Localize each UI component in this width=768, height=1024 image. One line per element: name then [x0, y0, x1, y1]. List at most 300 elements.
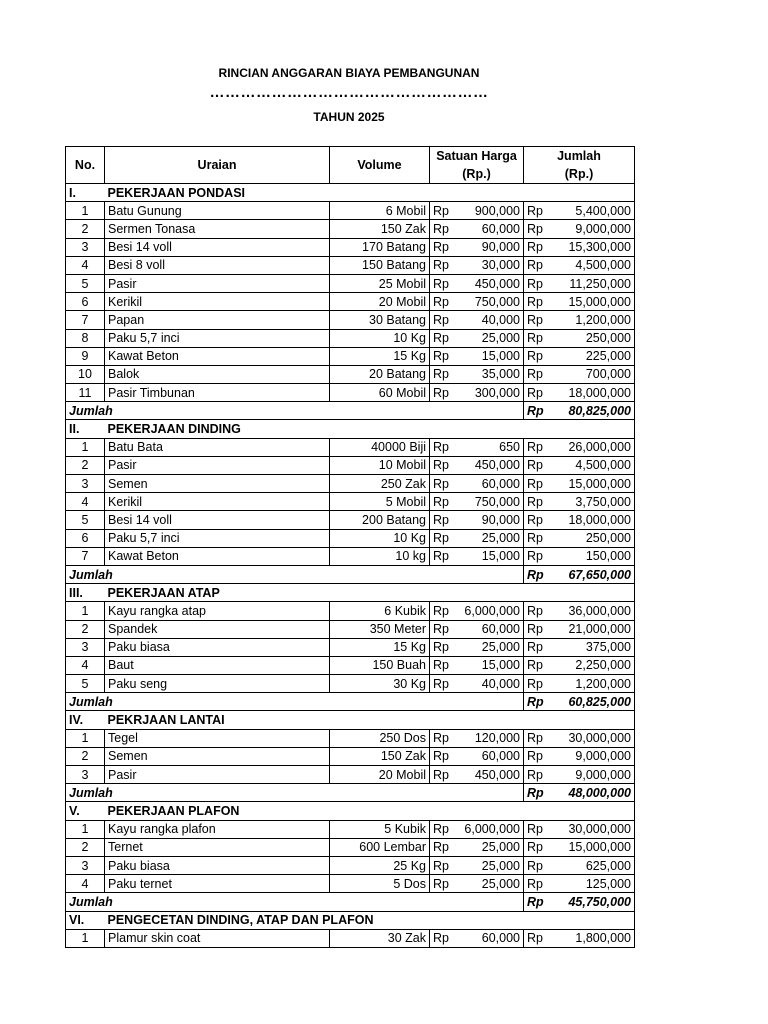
currency-label: Rp: [524, 929, 553, 947]
item-no: 5: [66, 274, 105, 292]
section-total-row: [66, 565, 635, 583]
item-no: 7: [66, 547, 105, 565]
item-amount: 15,300,000: [553, 238, 635, 256]
currency-label: Rp: [430, 438, 459, 456]
currency-label: Rp: [430, 475, 459, 493]
section-code: I.: [66, 184, 105, 202]
section-total-value: 60,825,000: [553, 693, 635, 711]
item-volume: 10 Mobil: [330, 456, 430, 474]
item-no: 4: [66, 656, 105, 674]
item-amount: 625,000: [553, 856, 635, 874]
section-code: V.: [66, 802, 105, 820]
item-volume: 20 Mobil: [330, 293, 430, 311]
section-total-value: 67,650,000: [553, 565, 635, 583]
currency-label: Rp: [524, 766, 553, 784]
item-unit-price: 35,000: [459, 365, 524, 383]
item-unit-price: 25,000: [459, 856, 524, 874]
item-volume: 600 Lembar: [330, 838, 430, 856]
section-total-value: 80,825,000: [553, 402, 635, 420]
item-unit-price: 90,000: [459, 238, 524, 256]
item-unit-price: 15,000: [459, 347, 524, 365]
currency-label: Rp: [430, 875, 459, 893]
section-header-row: [66, 584, 635, 602]
item-amount: 15,000,000: [553, 293, 635, 311]
currency-label: Rp: [524, 856, 553, 874]
item-amount: 9,000,000: [553, 747, 635, 765]
table-row: [66, 620, 635, 638]
item-description: Paku ternet: [105, 875, 330, 893]
item-volume: 150 Buah: [330, 656, 430, 674]
col-header-volume: Volume: [330, 147, 430, 184]
item-unit-price: 450,000: [459, 456, 524, 474]
currency-label: Rp: [524, 402, 553, 420]
item-description: Paku 5,7 inci: [105, 529, 330, 547]
currency-label: Rp: [524, 875, 553, 893]
section-header-row: [66, 420, 635, 438]
item-no: 3: [66, 638, 105, 656]
section-total-label: Jumlah: [66, 565, 524, 583]
table-row: [66, 220, 635, 238]
item-amount: 1,200,000: [553, 311, 635, 329]
table-row: [66, 293, 635, 311]
currency-label: Rp: [524, 565, 553, 583]
section-header-row: [66, 802, 635, 820]
col-header-unit-price: [430, 147, 524, 184]
section-code: III.: [66, 584, 105, 602]
item-amount: 9,000,000: [553, 766, 635, 784]
item-volume: 6 Mobil: [330, 202, 430, 220]
currency-label: Rp: [430, 656, 459, 674]
item-amount: 9,000,000: [553, 220, 635, 238]
currency-label: Rp: [524, 893, 553, 911]
section-header-row: [66, 184, 635, 202]
currency-label: Rp: [430, 838, 459, 856]
item-no: 3: [66, 238, 105, 256]
currency-label: Rp: [524, 475, 553, 493]
currency-label: Rp: [430, 529, 459, 547]
currency-label: Rp: [430, 766, 459, 784]
item-no: 2: [66, 220, 105, 238]
item-no: 1: [66, 729, 105, 747]
item-description: Pasir: [105, 766, 330, 784]
item-volume: 150 Batang: [330, 256, 430, 274]
item-description: Besi 14 voll: [105, 511, 330, 529]
table-row: [66, 438, 635, 456]
item-volume: 25 Kg: [330, 856, 430, 874]
currency-label: Rp: [524, 256, 553, 274]
item-no: 1: [66, 820, 105, 838]
item-volume: 25 Mobil: [330, 274, 430, 292]
item-volume: 250 Dos: [330, 729, 430, 747]
currency-label: Rp: [524, 347, 553, 365]
item-amount: 5,400,000: [553, 202, 635, 220]
item-description: Balok: [105, 365, 330, 383]
item-description: Kayu rangka plafon: [105, 820, 330, 838]
currency-label: Rp: [524, 293, 553, 311]
currency-label: Rp: [430, 220, 459, 238]
item-amount: 36,000,000: [553, 602, 635, 620]
item-volume: 30 Batang: [330, 311, 430, 329]
table-row: [66, 838, 635, 856]
item-no: 8: [66, 329, 105, 347]
section-code: VI.: [66, 911, 105, 929]
item-amount: 21,000,000: [553, 620, 635, 638]
currency-label: Rp: [524, 602, 553, 620]
currency-label: Rp: [524, 238, 553, 256]
item-unit-price: 750,000: [459, 293, 524, 311]
item-description: Semen: [105, 475, 330, 493]
col-header-no: No.: [66, 147, 105, 184]
item-volume: 30 Kg: [330, 675, 430, 693]
item-volume: 250 Zak: [330, 475, 430, 493]
item-no: 5: [66, 511, 105, 529]
currency-label: Rp: [524, 274, 553, 292]
item-description: Baut: [105, 656, 330, 674]
item-description: Sermen Tonasa: [105, 220, 330, 238]
document-year: TAHUN 2025: [313, 110, 385, 124]
item-amount: 1,800,000: [553, 929, 635, 947]
currency-label: Rp: [430, 493, 459, 511]
item-unit-price: 40,000: [459, 311, 524, 329]
currency-label: Rp: [524, 511, 553, 529]
item-no: 1: [66, 929, 105, 947]
item-description: Pasir: [105, 456, 330, 474]
item-volume: 6 Kubik: [330, 602, 430, 620]
item-description: Kawat Beton: [105, 547, 330, 565]
currency-label: Rp: [524, 729, 553, 747]
currency-label: Rp: [524, 529, 553, 547]
currency-label: Rp: [430, 602, 459, 620]
table-row: [66, 329, 635, 347]
currency-label: Rp: [524, 365, 553, 383]
item-unit-price: 60,000: [459, 620, 524, 638]
item-no: 11: [66, 384, 105, 402]
table-row: [66, 729, 635, 747]
item-no: 10: [66, 365, 105, 383]
currency-label: Rp: [524, 311, 553, 329]
table-row: [66, 475, 635, 493]
table-row: [66, 856, 635, 874]
item-description: Paku biasa: [105, 638, 330, 656]
col-header-unit-price-line2: (Rp.): [462, 167, 491, 181]
section-title: PEKERJAAN ATAP: [105, 584, 635, 602]
item-unit-price: 25,000: [459, 529, 524, 547]
currency-label: Rp: [524, 329, 553, 347]
item-no: 9: [66, 347, 105, 365]
item-description: Paku biasa: [105, 856, 330, 874]
currency-label: Rp: [524, 838, 553, 856]
table-row: [66, 311, 635, 329]
item-amount: 700,000: [553, 365, 635, 383]
item-volume: 150 Zak: [330, 220, 430, 238]
item-no: 2: [66, 456, 105, 474]
table-row: [66, 202, 635, 220]
item-no: 2: [66, 747, 105, 765]
item-volume: 10 Kg: [330, 329, 430, 347]
location-placeholder: ………………………………………………: [209, 84, 489, 101]
section-code: IV.: [66, 711, 105, 729]
item-description: Kerikil: [105, 493, 330, 511]
item-amount: 250,000: [553, 529, 635, 547]
currency-label: Rp: [524, 547, 553, 565]
section-total-row: [66, 693, 635, 711]
item-no: 1: [66, 602, 105, 620]
section-total-label: Jumlah: [66, 402, 524, 420]
item-no: 3: [66, 766, 105, 784]
item-volume: 5 Mobil: [330, 493, 430, 511]
item-amount: 18,000,000: [553, 384, 635, 402]
table-row: [66, 766, 635, 784]
section-header-row: [66, 911, 635, 929]
item-volume: 30 Zak: [330, 929, 430, 947]
item-unit-price: 750,000: [459, 493, 524, 511]
currency-label: Rp: [524, 820, 553, 838]
currency-label: Rp: [430, 202, 459, 220]
item-no: 7: [66, 311, 105, 329]
item-no: 2: [66, 620, 105, 638]
table-row: [66, 365, 635, 383]
item-amount: 4,500,000: [553, 456, 635, 474]
table-row: [66, 547, 635, 565]
currency-label: Rp: [524, 438, 553, 456]
item-unit-price: 60,000: [459, 220, 524, 238]
item-unit-price: 6,000,000: [459, 602, 524, 620]
item-description: Kawat Beton: [105, 347, 330, 365]
table-row: [66, 256, 635, 274]
item-description: Besi 14 voll: [105, 238, 330, 256]
col-header-amount: [524, 147, 635, 184]
item-unit-price: 40,000: [459, 675, 524, 693]
item-description: Spandek: [105, 620, 330, 638]
item-description: Plamur skin coat: [105, 929, 330, 947]
item-no: 3: [66, 475, 105, 493]
table-row: [66, 347, 635, 365]
item-volume: 60 Mobil: [330, 384, 430, 402]
table-header-row: [66, 147, 635, 184]
currency-label: Rp: [430, 547, 459, 565]
table-row: [66, 929, 635, 947]
item-unit-price: 90,000: [459, 511, 524, 529]
currency-label: Rp: [430, 856, 459, 874]
item-unit-price: 60,000: [459, 929, 524, 947]
section-code: II.: [66, 420, 105, 438]
item-volume: 20 Batang: [330, 365, 430, 383]
currency-label: Rp: [524, 638, 553, 656]
currency-label: Rp: [430, 293, 459, 311]
item-amount: 11,250,000: [553, 274, 635, 292]
table-row: [66, 274, 635, 292]
budget-table-body: [66, 147, 635, 948]
table-row: [66, 602, 635, 620]
section-title: PENGECETAN DINDING, ATAP DAN PLAFON: [105, 911, 635, 929]
item-amount: 150,000: [553, 547, 635, 565]
item-amount: 1,200,000: [553, 675, 635, 693]
item-unit-price: 15,000: [459, 656, 524, 674]
item-volume: 20 Mobil: [330, 766, 430, 784]
item-no: 4: [66, 256, 105, 274]
item-no: 3: [66, 856, 105, 874]
item-unit-price: 25,000: [459, 638, 524, 656]
item-no: 6: [66, 529, 105, 547]
item-amount: 18,000,000: [553, 511, 635, 529]
item-amount: 15,000,000: [553, 838, 635, 856]
currency-label: Rp: [430, 729, 459, 747]
item-description: Pasir Timbunan: [105, 384, 330, 402]
currency-label: Rp: [430, 274, 459, 292]
currency-label: Rp: [430, 329, 459, 347]
currency-label: Rp: [430, 365, 459, 383]
item-unit-price: 450,000: [459, 766, 524, 784]
item-amount: 26,000,000: [553, 438, 635, 456]
item-description: Batu Gunung: [105, 202, 330, 220]
currency-label: Rp: [524, 693, 553, 711]
item-volume: 5 Kubik: [330, 820, 430, 838]
item-description: Paku 5,7 inci: [105, 329, 330, 347]
table-row: [66, 493, 635, 511]
currency-label: Rp: [524, 220, 553, 238]
item-unit-price: 6,000,000: [459, 820, 524, 838]
item-description: Batu Bata: [105, 438, 330, 456]
item-description: Kayu rangka atap: [105, 602, 330, 620]
item-amount: 15,000,000: [553, 475, 635, 493]
section-total-value: 45,750,000: [553, 893, 635, 911]
section-total-row: [66, 402, 635, 420]
item-unit-price: 650: [459, 438, 524, 456]
item-volume: 170 Batang: [330, 238, 430, 256]
currency-label: Rp: [430, 456, 459, 474]
table-row: [66, 456, 635, 474]
table-row: [66, 529, 635, 547]
currency-label: Rp: [430, 638, 459, 656]
item-amount: 2,250,000: [553, 656, 635, 674]
section-title: PEKERJAAN DINDING: [105, 420, 635, 438]
item-amount: 4,500,000: [553, 256, 635, 274]
item-description: Tegel: [105, 729, 330, 747]
section-title: PEKRJAAN LANTAI: [105, 711, 635, 729]
item-amount: 250,000: [553, 329, 635, 347]
document-title: RINCIAN ANGGARAN BIAYA PEMBANGUNAN: [218, 66, 480, 80]
col-header-desc: Uraian: [105, 147, 330, 184]
item-volume: 10 kg: [330, 547, 430, 565]
currency-label: Rp: [430, 620, 459, 638]
item-unit-price: 900,000: [459, 202, 524, 220]
table-row: [66, 820, 635, 838]
currency-label: Rp: [430, 511, 459, 529]
item-unit-price: 60,000: [459, 475, 524, 493]
item-unit-price: 25,000: [459, 838, 524, 856]
table-row: [66, 875, 635, 893]
currency-label: Rp: [430, 311, 459, 329]
currency-label: Rp: [430, 384, 459, 402]
item-description: Besi 8 voll: [105, 256, 330, 274]
table-row: [66, 656, 635, 674]
item-description: Pasir: [105, 274, 330, 292]
item-unit-price: 450,000: [459, 274, 524, 292]
item-no: 5: [66, 675, 105, 693]
currency-label: Rp: [430, 675, 459, 693]
section-total-row: [66, 893, 635, 911]
item-no: 1: [66, 202, 105, 220]
section-total-label: Jumlah: [66, 893, 524, 911]
section-title: PEKERJAAN PLAFON: [105, 802, 635, 820]
item-unit-price: 25,000: [459, 329, 524, 347]
item-volume: 350 Meter: [330, 620, 430, 638]
item-unit-price: 120,000: [459, 729, 524, 747]
item-amount: 225,000: [553, 347, 635, 365]
currency-label: Rp: [524, 675, 553, 693]
item-description: Ternet: [105, 838, 330, 856]
item-amount: 3,750,000: [553, 493, 635, 511]
col-header-amount-line2: (Rp.): [564, 167, 594, 181]
item-volume: 5 Dos: [330, 875, 430, 893]
section-total-row: [66, 784, 635, 802]
item-amount: 30,000,000: [553, 820, 635, 838]
currency-label: Rp: [430, 256, 459, 274]
item-unit-price: 300,000: [459, 384, 524, 402]
currency-label: Rp: [430, 929, 459, 947]
budget-table: [65, 146, 635, 948]
currency-label: Rp: [430, 238, 459, 256]
item-amount: 125,000: [553, 875, 635, 893]
table-row: [66, 238, 635, 256]
item-volume: 40000 Biji: [330, 438, 430, 456]
currency-label: Rp: [524, 620, 553, 638]
item-no: 6: [66, 293, 105, 311]
item-no: 4: [66, 875, 105, 893]
currency-label: Rp: [524, 456, 553, 474]
currency-label: Rp: [524, 784, 553, 802]
item-volume: 150 Zak: [330, 747, 430, 765]
item-no: 1: [66, 438, 105, 456]
table-row: [66, 675, 635, 693]
currency-label: Rp: [524, 384, 553, 402]
item-no: 2: [66, 838, 105, 856]
item-amount: 30,000,000: [553, 729, 635, 747]
table-row: [66, 747, 635, 765]
item-description: Paku seng: [105, 675, 330, 693]
item-unit-price: 60,000: [459, 747, 524, 765]
col-header-amount-line1: Jumlah: [557, 149, 601, 163]
section-total-label: Jumlah: [66, 693, 524, 711]
col-header-unit-price-line1: Satuan Harga: [436, 149, 517, 163]
currency-label: Rp: [430, 820, 459, 838]
section-header-row: [66, 711, 635, 729]
currency-label: Rp: [524, 202, 553, 220]
section-total-label: Jumlah: [66, 784, 524, 802]
item-volume: 15 Kg: [330, 347, 430, 365]
item-volume: 15 Kg: [330, 638, 430, 656]
item-description: Kerikil: [105, 293, 330, 311]
section-title: PEKERJAAN PONDASI: [105, 184, 635, 202]
item-volume: 200 Batang: [330, 511, 430, 529]
currency-label: Rp: [430, 347, 459, 365]
item-no: 4: [66, 493, 105, 511]
item-description: Semen: [105, 747, 330, 765]
item-unit-price: 15,000: [459, 547, 524, 565]
currency-label: Rp: [524, 493, 553, 511]
table-row: [66, 638, 635, 656]
item-amount: 375,000: [553, 638, 635, 656]
section-total-value: 48,000,000: [553, 784, 635, 802]
currency-label: Rp: [524, 747, 553, 765]
item-unit-price: 25,000: [459, 875, 524, 893]
item-unit-price: 30,000: [459, 256, 524, 274]
item-volume: 10 Kg: [330, 529, 430, 547]
currency-label: Rp: [524, 656, 553, 674]
item-description: Papan: [105, 311, 330, 329]
table-row: [66, 511, 635, 529]
table-row: [66, 384, 635, 402]
